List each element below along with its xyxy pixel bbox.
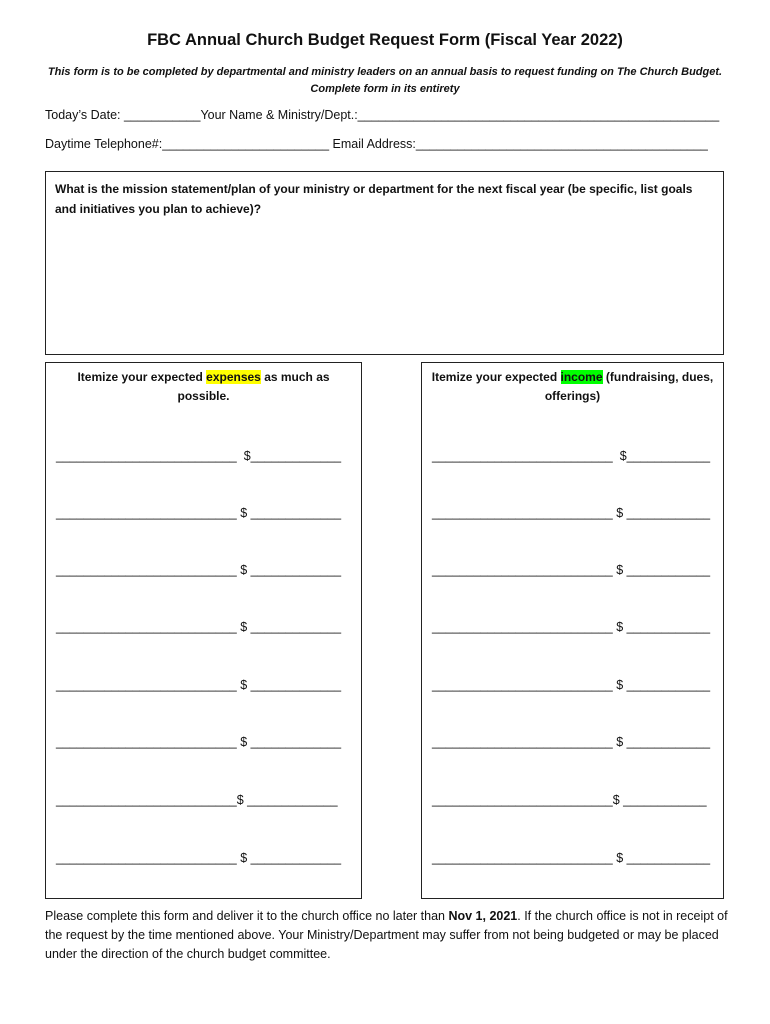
expense-line[interactable]: __________________________ $_____________ xyxy=(56,449,342,463)
income-column xyxy=(421,362,724,899)
deadline-date: Nov 1, 2021 xyxy=(448,909,518,923)
date-name-ministry-field-row[interactable]: Today’s Date: ___________Your Name & Ministry/Dept.:____________________________________________________ xyxy=(45,108,720,122)
expense-line[interactable]: __________________________ $ _____________ xyxy=(56,735,342,749)
instructions-line-1: This form is to be completed by departmental and ministry leaders on an annual basis to request funding on The Church Budget. xyxy=(47,66,723,78)
expense-line[interactable]: __________________________ $ _____________ xyxy=(56,506,342,520)
expense-line[interactable]: __________________________$ _____________ xyxy=(56,793,338,807)
income-line[interactable]: __________________________ $ ____________ xyxy=(432,563,711,577)
instructions-line-2: Complete form in its entirety xyxy=(310,83,460,95)
income-line[interactable]: __________________________ $____________ xyxy=(432,449,711,463)
income-heading: Itemize your expected income (fundraising, dues, offerings) xyxy=(431,370,714,403)
mission-statement-question: What is the mission statement/plan of your ministry or department for the next fiscal year (be specific, list goals and initiatives you plan to achieve)? xyxy=(55,182,693,216)
expenses-column xyxy=(45,362,362,899)
income-highlight: income xyxy=(560,370,603,384)
expense-line[interactable]: __________________________ $ _____________ xyxy=(56,851,342,865)
expense-line[interactable]: __________________________ $ _____________ xyxy=(56,620,342,634)
mission-statement-box[interactable] xyxy=(45,171,724,355)
expenses-highlight: expenses xyxy=(206,370,261,384)
income-line[interactable]: __________________________ $ ____________ xyxy=(432,678,711,692)
income-line[interactable]: __________________________ $ ____________ xyxy=(432,851,711,865)
form-instructions xyxy=(30,64,740,98)
income-line[interactable]: __________________________ $ ____________ xyxy=(432,735,711,749)
expense-line[interactable]: __________________________ $ _____________ xyxy=(56,678,342,692)
income-line[interactable]: __________________________ $ ____________ xyxy=(432,506,711,520)
income-line[interactable]: __________________________$ ____________ xyxy=(432,793,707,807)
telephone-email-field-row[interactable]: Daytime Telephone#:________________________ Email Address:__________________________________________ xyxy=(45,137,708,151)
income-line[interactable]: __________________________ $ ____________ xyxy=(432,620,711,634)
expenses-heading: Itemize your expected expenses as much as possible. xyxy=(77,370,330,403)
form-title: FBC Annual Church Budget Request Form (Fiscal Year 2022) xyxy=(147,31,623,49)
expense-line[interactable]: __________________________ $ _____________ xyxy=(56,563,342,577)
submission-instructions: Please complete this form and deliver it to the church office no later than Nov 1, 2021. If the church office is not in receipt of the request by the time mentioned above. Your Ministry/Department may suffer from not being budgeted or may be placed under the direction of the church budget committee. xyxy=(45,909,728,961)
